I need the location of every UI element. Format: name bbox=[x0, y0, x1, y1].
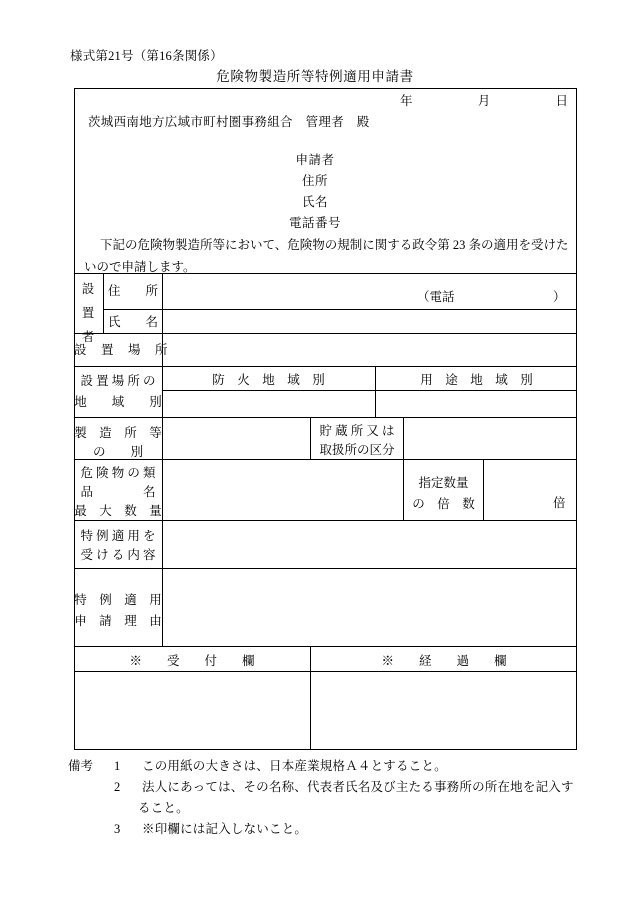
applicant-block bbox=[0, 150, 630, 234]
addressee: 茨城西南地方広域市町村圏事務組合 管理者 殿 bbox=[88, 115, 370, 129]
remarks-block bbox=[68, 756, 608, 840]
applicant-name-label: 氏名 bbox=[301, 195, 328, 209]
rule-label-column bbox=[162, 273, 163, 646]
rule-installer-mid bbox=[103, 309, 577, 310]
exemption-content-label-line2: 受 け る 内 容 bbox=[80, 548, 156, 562]
rule-installer-group-split bbox=[103, 273, 104, 333]
reception-header: ※ 受 付 欄 bbox=[129, 654, 255, 668]
remarks-item-2 bbox=[68, 777, 608, 798]
year-label: 年 bbox=[400, 94, 413, 108]
remarks-number-2: 2 bbox=[114, 780, 121, 794]
installer-address-label: 住 所 bbox=[107, 284, 158, 298]
remarks-text-1: この用紙の大きさは、日本産業規格Ａ４とすること。 bbox=[142, 759, 447, 773]
installer-group-label bbox=[75, 277, 101, 349]
date-line bbox=[400, 91, 568, 109]
multiple-label-line2: の 倍 数 bbox=[412, 497, 475, 511]
rule-office-use-top bbox=[74, 646, 577, 647]
exemption-content-label-line1: 特 例 適 用 を bbox=[80, 529, 156, 543]
rule-location-bottom bbox=[74, 366, 577, 367]
exemption-reason-label-line2: 申 請 理 由 bbox=[74, 614, 162, 628]
facility-sub-label-line1: 貯 蔵 所 又 は bbox=[319, 424, 395, 438]
installer-phone-note-close: ） bbox=[553, 290, 566, 304]
installer-group-char-2: 置 bbox=[81, 306, 95, 320]
remarks-number-1: 1 bbox=[114, 759, 121, 773]
hazardous-label-line2: 品 名 bbox=[80, 485, 156, 499]
remarks-continuation-2: ること。 bbox=[138, 801, 189, 815]
applicant-phone-label: 電話番号 bbox=[288, 216, 341, 230]
application-statement: 下記の危険物製造所等において、危険物の規制に関する政令第 23 条の適用を受けたいので申請します。 bbox=[84, 238, 569, 274]
applicant-heading: 申請者 bbox=[295, 153, 335, 167]
rule-installer-bottom bbox=[74, 333, 577, 334]
use-zone-header: 用 途 地 域 別 bbox=[420, 373, 533, 387]
facility-label-line1: 製 造 所 等 bbox=[74, 426, 162, 440]
progress-header: ※ 経 過 欄 bbox=[381, 654, 507, 668]
location-label: 設 置 場 所 bbox=[74, 343, 169, 357]
rule-multiple-right bbox=[483, 459, 484, 520]
day-label: 日 bbox=[555, 94, 568, 108]
rule-facility-sub-right bbox=[403, 417, 404, 459]
installer-phone-note: （電話 bbox=[417, 290, 455, 304]
facility-label-line2: の 別 bbox=[92, 445, 143, 459]
remarks-text-2: 法人にあっては、その名称、代表者氏名及び主たる事務所の所在地を記入す bbox=[142, 780, 574, 794]
applicant-address-label: 住所 bbox=[301, 174, 328, 188]
fire-zone-header: 防 火 地 域 別 bbox=[212, 373, 325, 387]
rule-zoning-header bbox=[162, 390, 577, 391]
multiple-unit: 倍 bbox=[553, 496, 566, 510]
zoning-label-line2: 地 域 別 bbox=[74, 395, 162, 409]
remarks-item-3 bbox=[68, 819, 608, 840]
zoning-label-line1: 設 置 場 所 の bbox=[80, 374, 156, 388]
remarks-item-1 bbox=[68, 756, 608, 777]
installer-name-label: 氏 名 bbox=[107, 315, 158, 329]
remarks-number-3: 3 bbox=[114, 822, 121, 836]
exemption-reason-label-line1: 特 例 適 用 bbox=[74, 593, 162, 607]
remarks-text-3: ※印欄には記入しないこと。 bbox=[142, 822, 308, 836]
facility-sub-label-line2: 取扱所の区分 bbox=[319, 443, 395, 457]
remarks-keyword: 備考 bbox=[68, 759, 94, 773]
hazardous-label-line3: 最 大 数 量 bbox=[74, 504, 162, 518]
form-number: 様式第21号（第16条関係） bbox=[70, 49, 223, 63]
rule-exemption-content-bottom bbox=[74, 568, 577, 569]
month-label: 月 bbox=[477, 94, 491, 108]
rule-installer-top bbox=[74, 273, 577, 274]
hazardous-label-line1: 危 険 物 の 類 bbox=[80, 466, 156, 480]
rule-zoning-bottom bbox=[74, 417, 577, 418]
multiple-label-line1: 指定数量 bbox=[418, 476, 469, 490]
document-title: 危険物製造所等特例適用申請書 bbox=[216, 69, 414, 84]
installer-group-char-3: 者 bbox=[81, 330, 95, 344]
installer-group-char-1: 設 bbox=[81, 282, 95, 296]
rule-office-use-header bbox=[74, 671, 577, 672]
